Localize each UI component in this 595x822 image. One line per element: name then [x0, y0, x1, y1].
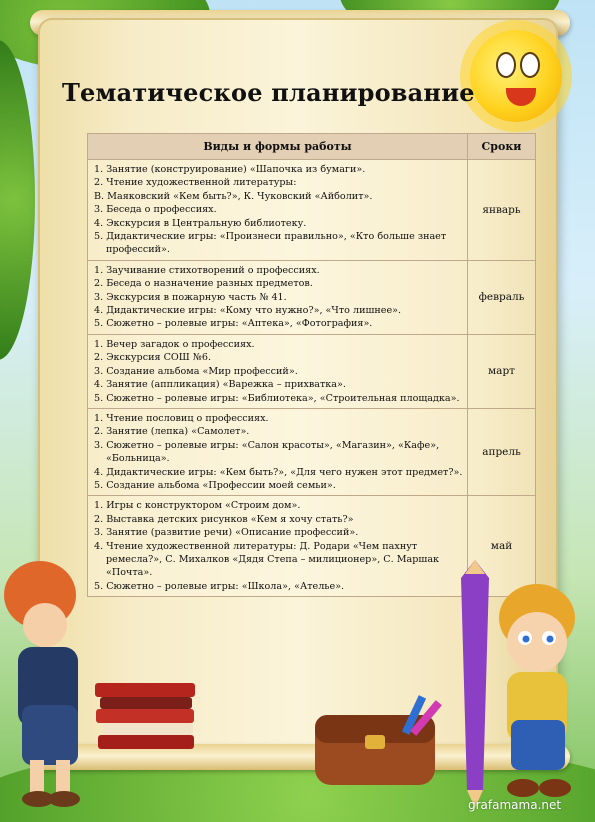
list-item: 3. Сюжетно – ролевые игры: «Салон красоты», «Магазин», «Кафе», «Больница».	[94, 439, 440, 465]
header-work: Виды и формы работы	[88, 134, 468, 160]
list-item: 2. Чтение художественной литературы:	[94, 177, 297, 189]
list-item: 3. Беседа о профессиях.	[94, 204, 217, 216]
list-item: 1. Чтение пословиц о профессиях.	[94, 412, 269, 424]
smiling-sun-icon	[470, 30, 562, 122]
list-item: 1. Занятие (конструирование) «Шапочка из бумаги».	[94, 164, 366, 175]
list-item: 5. Сюжетно – ролевые игры: «Библиотека», «Строительная площадка».	[94, 392, 460, 404]
row-term-cell: март	[468, 334, 536, 408]
list-item: 2. Беседа о назначение разных предметов.	[94, 278, 313, 290]
row-work-cell	[88, 260, 468, 334]
row-term-cell: февраль	[468, 260, 536, 334]
list-item: 4. Экскурсия в Центральную библиотеку.	[94, 217, 307, 229]
table-row	[88, 260, 536, 334]
row-work-cell	[88, 408, 468, 495]
table-row	[88, 160, 536, 261]
row-term-cell: январь	[468, 160, 536, 261]
foliage-left-side	[0, 40, 35, 360]
table-row	[88, 334, 536, 408]
list-item: 3. Создание альбома «Мир профессий».	[94, 365, 298, 377]
list-item: 5. Создание альбома «Профессии моей семьи».	[94, 479, 336, 491]
list-item: 1. Игры с конструктором «Строим дом».	[94, 500, 301, 512]
list-item: 5. Сюжетно – ролевые игры: «Школа», «Ателье».	[94, 580, 345, 592]
list-item: 3. Экскурсия в пожарную часть № 41.	[94, 291, 287, 303]
list-item: 3. Занятие (развитие речи) «Описание профессий».	[94, 527, 359, 539]
list-item: В. Маяковский «Кем быть?», К. Чуковский «Айболит».	[94, 190, 373, 202]
boy-with-pencil-illustration	[445, 560, 585, 810]
sun-left-eye	[496, 52, 516, 78]
row-work-cell	[88, 334, 468, 408]
list-item: 2. Занятие (лепка) «Самолет».	[94, 426, 250, 438]
watermark-text: grafamama.net	[468, 798, 562, 812]
girl-with-books-illustration	[0, 555, 200, 815]
list-item: 5. Дидактические игры: «Произнеси правильно», «Кто больше знает профессий».	[94, 231, 447, 256]
list-item: 2. Экскурсия СОШ №6.	[94, 352, 211, 364]
row-term-cell: апрель	[468, 408, 536, 495]
sun-mouth	[506, 88, 536, 106]
list-item: 2. Выставка детских рисунков «Кем я хочу стать?»	[94, 513, 354, 525]
list-item: 4. Дидактические игры: «Кем быть?», «Для чего нужен этот предмет?».	[94, 466, 463, 478]
header-term: Сроки	[468, 134, 536, 160]
list-item: 1. Заучивание стихотворений о профессиях.	[94, 264, 320, 276]
list-item: 4. Чтение художественной литературы: Д. Родари «Чем пахнут ремесла?», С. Михалков «Дядя Степа – милиционер», С. Маршак «Почта».	[94, 540, 440, 579]
row-work-cell	[88, 160, 468, 261]
table-header-row	[88, 134, 536, 160]
plan-table	[87, 133, 536, 597]
list-item: 5. Сюжетно – ролевые игры: «Аптека», «Фотография».	[94, 318, 373, 330]
school-bag-illustration	[300, 690, 450, 790]
row-term-cell: май	[468, 496, 536, 597]
table-row	[88, 408, 536, 495]
list-item: 4. Дидактические игры: «Кому что нужно?», «Что лишнее».	[94, 305, 402, 317]
page-title: Тематическое планирование	[62, 78, 475, 107]
list-item: 1. Вечер загадок о профессиях.	[94, 338, 255, 350]
sun-right-eye	[520, 52, 540, 78]
list-item: 4. Занятие (аппликация) «Варежка – прихватка».	[94, 379, 346, 391]
